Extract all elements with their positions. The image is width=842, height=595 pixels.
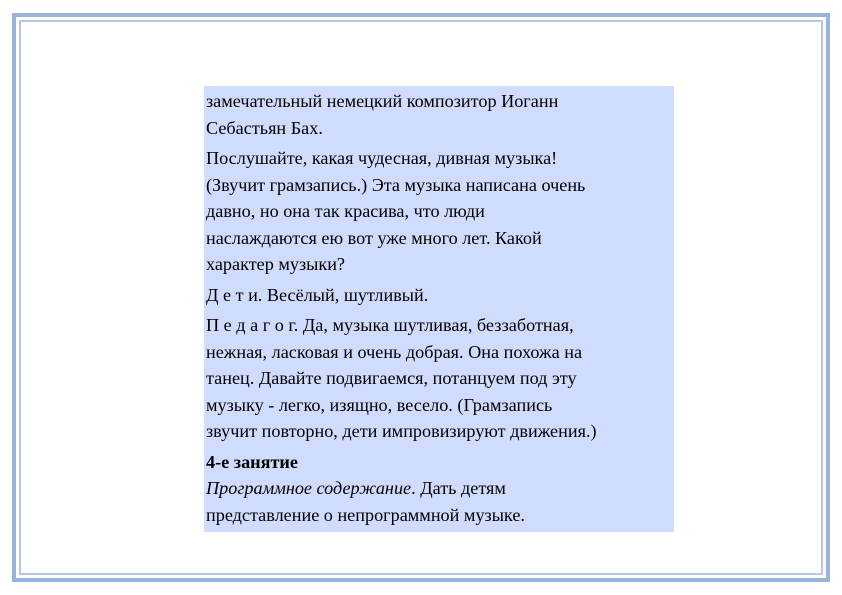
text-line: музыку - легко, изящно, весело. (Грамзапись — [206, 394, 553, 415]
text-line: замечательный немецкий композитор Иоганн — [206, 91, 559, 111]
text-line: давно, но она так красива, что люди — [206, 201, 485, 221]
document-text-block — [204, 86, 674, 532]
program-label: Программное содержание — [206, 478, 412, 498]
paragraph-bach — [206, 88, 674, 141]
lesson-section — [206, 449, 674, 529]
text-line: танец. Давайте подвигаемся, потанцуем под эту — [206, 368, 577, 388]
text-line: Себастьян Бах. — [206, 117, 323, 138]
text-line: характер музыки? — [206, 254, 345, 274]
text-line: Д е т и. Весёлый, шутливый. — [206, 284, 429, 305]
paragraph-children-answer — [206, 282, 674, 309]
text-line: звучит повторно, дети импровизируют движения.) — [206, 421, 597, 441]
text-line: наслаждаются ею вот уже много лет. Какой — [206, 227, 542, 248]
text-line: нежная, ласковая и очень добрая. Она похожа на — [206, 341, 583, 362]
program-line-2: представление о непрограммной музыке. — [206, 504, 525, 525]
paragraph-listen — [206, 145, 674, 278]
lesson-heading: 4-е занятие — [206, 451, 298, 472]
text-line: П е д а г о г. Да, музыка шутливая, беззаботная, — [206, 315, 574, 335]
program-line — [206, 475, 674, 502]
text-line: (Звучит грамзапись.) Эта музыка написана очень — [206, 174, 586, 195]
text-line: Послушайте, какая чудесная, дивная музыка! — [206, 148, 558, 168]
paragraph-teacher — [206, 312, 674, 445]
program-text: . Дать детям — [411, 478, 506, 498]
